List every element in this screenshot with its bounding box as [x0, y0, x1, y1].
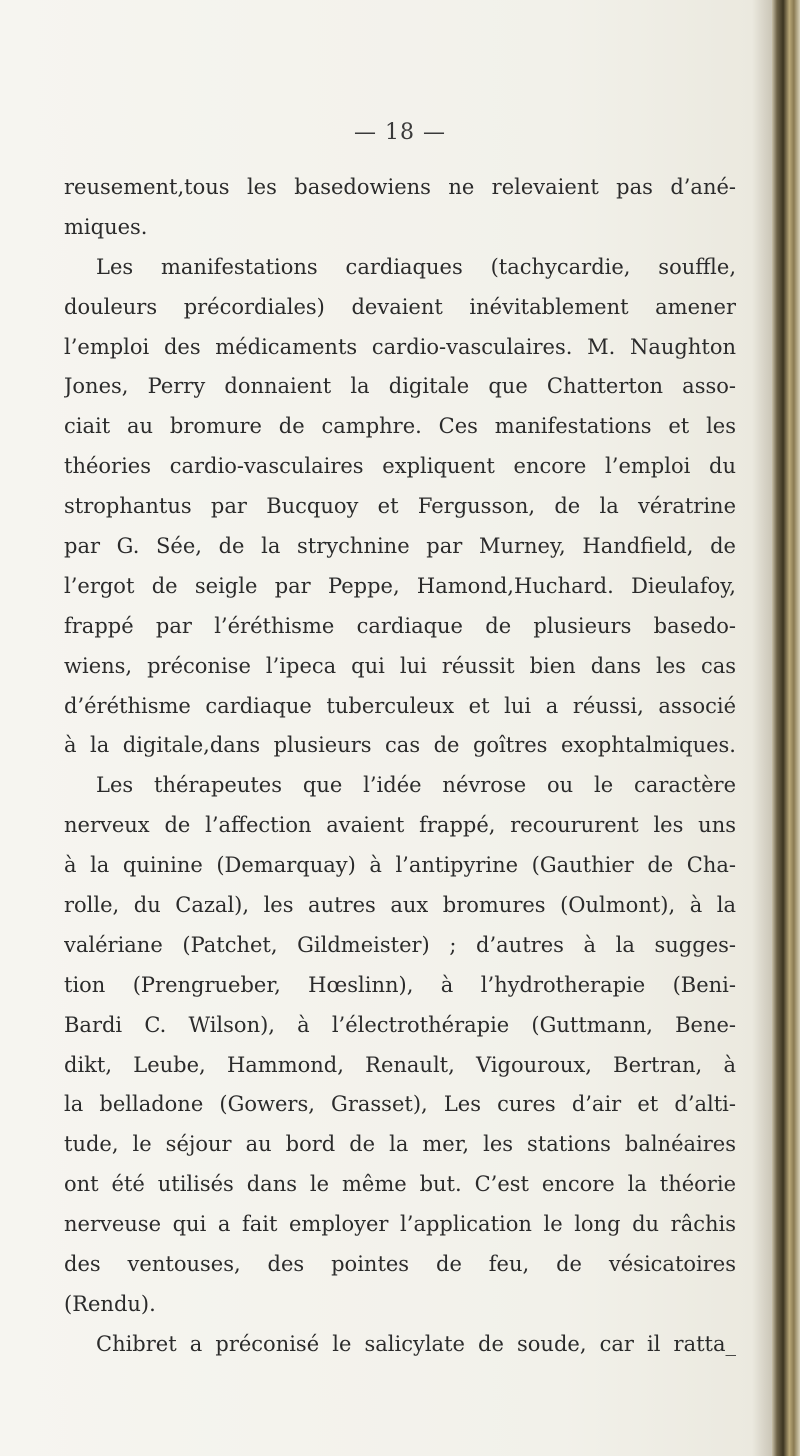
text-line: nerveuse qui a fait employer l’application le long du râchis: [64, 1212, 736, 1237]
text-line: strophantus par Bucquoy et Fergusson, de la vératrine: [64, 494, 736, 519]
text-line: l’ergot de seigle par Peppe, Hamond,Huchard. Dieulafoy,: [64, 573, 736, 598]
text-line: ciait au bromure de camphre. Ces manifestations et les: [64, 414, 736, 439]
text-line: miques.: [64, 214, 148, 239]
text-line: d’éréthisme cardiaque tuberculeux et lui a réussi, associé: [64, 693, 736, 718]
page-gutter-shadow: [752, 0, 772, 1456]
text-line: dikt, Leube, Hammond, Renault, Vigouroux, Bertran, à: [64, 1052, 736, 1077]
text-line: Jones, Perry donnaient la digitale que Chatterton asso-: [64, 374, 736, 399]
text-line: wiens, préconise l’ipeca qui lui réussit bien dans les cas: [64, 653, 736, 678]
text-line: (Rendu).: [64, 1291, 156, 1316]
text-line: tude, le séjour au bord de la mer, les stations balnéaires: [64, 1132, 736, 1157]
text-line: par G. Sée, de la strychnine par Murney, Handfield, de: [64, 534, 736, 559]
text-line: Bardi C. Wilson), à l’électrothérapie (Guttmann, Bene-: [64, 1012, 736, 1037]
book-spine-edge: [772, 0, 800, 1456]
text-line: valériane (Patchet, Gildmeister) ; d’autres à la sugges-: [64, 932, 736, 957]
text-line: théories cardio-vasculaires expliquent encore l’emploi du: [64, 454, 736, 479]
text-line: des ventouses, des pointes de feu, de vésicatoires: [64, 1252, 736, 1277]
text-line: reusement,tous les basedowiens ne relevaient pas d’ané-: [64, 175, 736, 199]
text-line: douleurs précordiales) devaient inévitablement amener: [64, 294, 736, 319]
text-line: l’emploi des médicaments cardio-vasculaires. M. Naughton: [64, 334, 736, 359]
text-line: Chibret a préconisé le salicylate de soude, car il ratta_: [96, 1331, 736, 1356]
page-number: — 18 —: [354, 120, 446, 145]
text-line: tion (Prengrueber, Hœslinn), à l’hydrotherapie (Beni-: [64, 972, 736, 997]
text-line: la belladone (Gowers, Grasset), Les cures d’air et d’alti-: [64, 1092, 736, 1117]
text-line: rolle, du Cazal), les autres aux bromures (Oulmont), à la: [64, 893, 736, 918]
text-line: Les thérapeutes que l’idée névrose ou le caractère: [96, 773, 736, 798]
body-text: [64, 168, 736, 1365]
text-line: frappé par l’éréthisme cardiaque de plusieurs basedo-: [64, 613, 736, 638]
text-line: nerveux de l’affection avaient frappé, recoururent les uns: [64, 813, 736, 838]
text-line: à la digitale,dans plusieurs cas de goîtres exophtalmiques.: [64, 733, 736, 758]
text-line: ont été utilisés dans le même but. C’est encore la théorie: [64, 1172, 736, 1197]
text-line: à la quinine (Demarquay) à l’antipyrine (Gauthier de Cha-: [64, 853, 736, 878]
text-line: Les manifestations cardiaques (tachycardie, souffle,: [96, 254, 736, 279]
